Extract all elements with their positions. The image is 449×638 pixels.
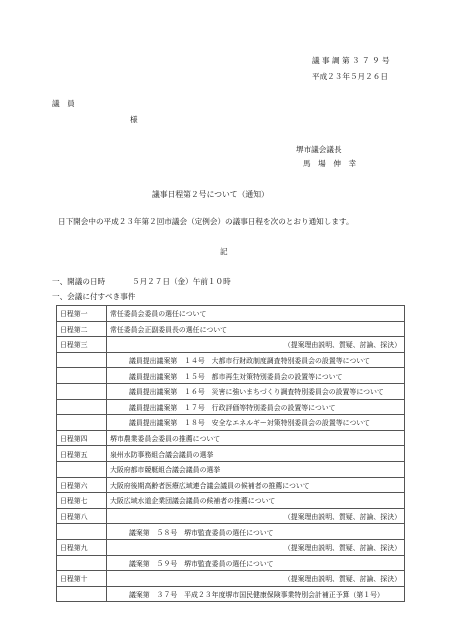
agenda-item-label: 日程第七 (57, 493, 107, 509)
agenda-item-description: （提案理由説明、質疑、討論、採決） (107, 571, 405, 587)
agenda-item-description: （提案理由説明、質疑、討論、採決） (107, 539, 405, 555)
agenda-item-label: 日程第二 (57, 321, 107, 337)
recipient-honorific: 様 (130, 115, 138, 124)
meeting-datetime: ５月２７日（金）午前１０時 (132, 277, 231, 286)
agenda-item-label: 日程第六 (57, 477, 107, 493)
agenda-row (57, 399, 405, 415)
agenda-item-description: 常任委員会委員の選任について (107, 306, 405, 322)
meeting-label: 一、開議の日時 (52, 277, 106, 286)
agenda-row (57, 508, 405, 524)
agenda-row (57, 493, 405, 509)
agenda-item-label: 日程第九 (57, 539, 107, 555)
agenda-item-label: 日程第四 (57, 430, 107, 446)
agenda-row (57, 352, 405, 368)
agenda-row (57, 306, 405, 322)
recipient-title: 議 員 (52, 99, 75, 108)
agenda-item-description: 議員提出議案第 １５号 都市再生対策特別委員会の設置等について (107, 368, 405, 384)
agenda-item-label: 日程第五 (57, 446, 107, 462)
agenda-item-label (57, 524, 107, 540)
agenda-row (57, 586, 405, 602)
agenda-row (57, 539, 405, 555)
agenda-row (57, 477, 405, 493)
agenda-item-description: 議案第 ５８号 堺市監査委員の選任について (107, 524, 405, 540)
agenda-item-description: 大阪広域水道企業団議会議員の候補者の推薦について (107, 493, 405, 509)
agenda-row (57, 446, 405, 462)
agenda-item-description: 議案第 ３７号 平成２３年度堺市国民健康保険事業特別会計補正予算（第１号） (107, 586, 405, 602)
document-date: 平成２３年５月２６日 (312, 72, 388, 81)
agenda-item-description: 堺市農業委員会委員の推薦について (107, 430, 405, 446)
agenda-item-label (57, 555, 107, 571)
agenda-item-label (57, 383, 107, 399)
agenda-item-label (57, 352, 107, 368)
agenda-item-description: 議員提出議案第 １４号 大都市行財政制度調査特別委員会の設置等について (107, 352, 405, 368)
body-text: 日下開会中の平成２３年第２回市議会（定例会）の議事日程を次のとおり通知します。 (58, 217, 354, 226)
agenda-row (57, 415, 405, 431)
matters-heading: 一、会議に付すべき事件 (52, 292, 136, 301)
agenda-row (57, 430, 405, 446)
agenda-item-description: 議員提出議案第 １７号 行政評価等特別委員会の設置等について (107, 399, 405, 415)
document-title: 議事日程第２号について（通知） (152, 190, 269, 199)
agenda-row (57, 383, 405, 399)
agenda-item-description: 議員提出議案第 １８号 安全なエネルギー対策特別委員会の設置等について (107, 415, 405, 431)
agenda-item-label (57, 399, 107, 415)
agenda-item-description: 大阪府後期高齢者医療広域連合議会議員の候補者の推薦について (107, 477, 405, 493)
agenda-row (57, 337, 405, 353)
agenda-row (57, 555, 405, 571)
agenda-item-description: 大阪府都市競艇組合議会議員の選挙 (107, 461, 405, 477)
sender-organization: 堺市議会議長 (296, 145, 342, 154)
agenda-item-label: 日程第八 (57, 508, 107, 524)
agenda-item-label (57, 461, 107, 477)
ki-marker: 記 (220, 247, 228, 256)
agenda-item-label: 日程第三 (57, 337, 107, 353)
agenda-row (57, 524, 405, 540)
document-number: 議 事 調 第 ３ ７ ９ 号 (312, 56, 390, 65)
agenda-item-label: 日程第十 (57, 571, 107, 587)
agenda-item-label (57, 415, 107, 431)
agenda-item-description: 議案第 ５９号 堺市監査委員の選任について (107, 555, 405, 571)
agenda-item-label (57, 368, 107, 384)
agenda-item-description: （提案理由説明、質疑、討論、採決） (107, 508, 405, 524)
sender-name: 馬 場 伸 幸 (303, 159, 357, 168)
agenda-item-description: 議員提出議案第 １６号 災害に強いまちづくり調査特別委員会の設置等について (107, 383, 405, 399)
agenda-item-label (57, 586, 107, 602)
agenda-table (56, 305, 405, 602)
agenda-row (57, 321, 405, 337)
agenda-item-description: （提案理由説明、質疑、討論、採決） (107, 337, 405, 353)
agenda-row (57, 571, 405, 587)
agenda-item-description: 常任委員会正副委員長の選任について (107, 321, 405, 337)
agenda-row (57, 461, 405, 477)
agenda-row (57, 368, 405, 384)
agenda-item-label: 日程第一 (57, 306, 107, 322)
agenda-item-description: 泉州水防事務組合議会議員の選挙 (107, 446, 405, 462)
